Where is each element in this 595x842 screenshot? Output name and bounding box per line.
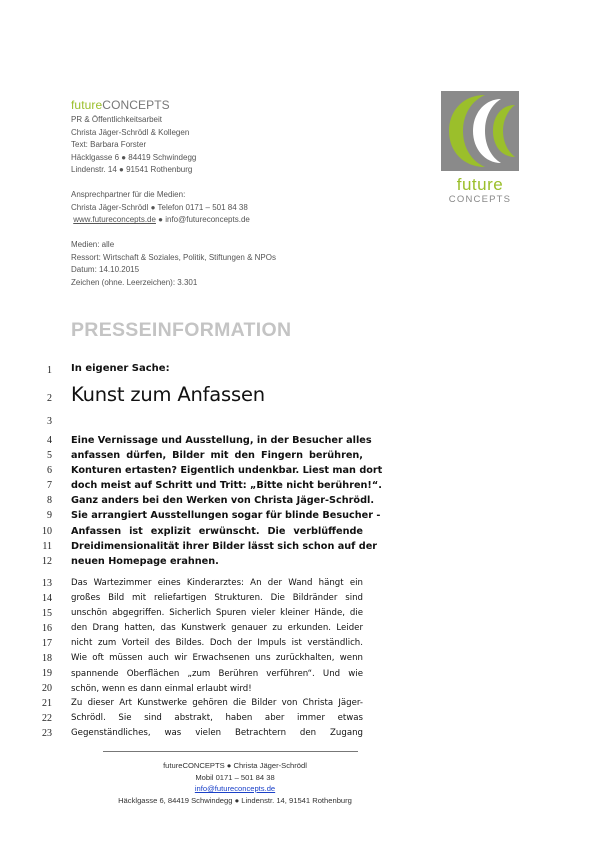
org-line: Lindenstr. 14 ● 91541 Rothenburg bbox=[71, 165, 193, 175]
lead-line: anfassen dürfen, Bilder mit den Fingern berühren, bbox=[71, 450, 363, 462]
line-number: 7 bbox=[47, 480, 52, 491]
org-line: Häcklgasse 6 ● 84419 Schwindegg bbox=[71, 152, 197, 162]
footer-email-link[interactable]: info@futureconcepts.de bbox=[194, 784, 276, 793]
org-line: PR & Öffentlichkeitsarbeit bbox=[71, 115, 163, 124]
body-line: Wie oft müssen auch wir Erwachsenen uns zurückhalten, wenn bbox=[71, 653, 363, 664]
logo-wordmark bbox=[441, 176, 519, 205]
body-line: großes Bild mit reliefartigen Strukturen. Die Bildränder sind bbox=[71, 593, 363, 604]
lead-line: doch meist auf Schritt und Tritt: „Bitte nicht berühren!“. bbox=[71, 480, 382, 492]
press-release-title: PRESSEINFORMATION bbox=[71, 319, 292, 341]
footer-divider bbox=[103, 751, 358, 752]
brand-name bbox=[71, 98, 170, 112]
logo-word-concepts: CONCEPTS bbox=[448, 194, 512, 205]
body-line: Schrödl. Sie sind abstrakt, haben aber immer etwas bbox=[71, 713, 363, 724]
article-paragraph-2 bbox=[71, 696, 363, 741]
email-text: ● info@futureconcepts.de bbox=[155, 215, 250, 225]
logo-word-future: future bbox=[456, 175, 504, 194]
lead-line: neuen Homepage erahnen. bbox=[71, 555, 219, 567]
media-block bbox=[71, 239, 276, 289]
article-paragraph-1 bbox=[71, 576, 363, 697]
line-number: 11 bbox=[42, 541, 52, 552]
org-line: Text: Barbara Forster bbox=[71, 140, 147, 150]
lead-line: Sie arrangiert Ausstellungen sogar für blinde Besucher - bbox=[71, 510, 381, 522]
line-number: 23 bbox=[42, 728, 52, 739]
body-line: unschön abgegriffen. Sicherlich Spuren vieler kleiner Hände, die bbox=[71, 608, 363, 619]
body-line: schön, wenn es dann einmal erlaubt wird! bbox=[71, 683, 252, 694]
organisation-block bbox=[71, 114, 196, 177]
body-line: den Drang hatten, das Kunstwerk genauer zu erkunden. Leider bbox=[71, 623, 363, 634]
body-line: nicht zum Vorteil des Bildes. Doch der Impuls ist verständlich. bbox=[71, 638, 363, 649]
body-line: spannende Oberflächen „zum Berühren verführen“. Und wie bbox=[71, 668, 363, 679]
line-number: 6 bbox=[47, 465, 52, 476]
line-number: 1 bbox=[47, 365, 52, 376]
line-number: 3 bbox=[47, 416, 52, 427]
lead-line: Eine Vernissage und Ausstellung, in der Besucher alles bbox=[71, 435, 372, 446]
footer-phone: Mobil 0171 – 501 84 38 bbox=[195, 772, 275, 782]
contact-line: Christa Jäger-Schrödl ● Telefon 0171 – 501 84 38 bbox=[71, 202, 248, 212]
line-number: 4 bbox=[47, 435, 52, 446]
line-number: 14 bbox=[42, 593, 52, 604]
line-number: 17 bbox=[42, 638, 52, 649]
lead-line: Ganz anders bei den Werken von Christa Jäger-Schrödl. bbox=[71, 495, 375, 507]
web-line bbox=[71, 214, 250, 227]
line-number: 12 bbox=[42, 556, 52, 567]
media-line: Medien: alle bbox=[71, 240, 115, 249]
lead-line: Anfassen ist explizit erwünscht. Die verblüffende bbox=[71, 525, 363, 537]
body-line: Zu dieser Art Kunstwerke gehören die Bilder von Christa Jäger- bbox=[71, 698, 363, 708]
footer-addresses: Häcklgasse 6, 84419 Schwindegg ● Lindenstr. 14, 91541 Rothenburg bbox=[118, 795, 352, 805]
footer-company: futureCONCEPTS ● Christa Jäger-Schrödl bbox=[163, 761, 307, 770]
line-number: 5 bbox=[47, 450, 52, 461]
line-number: 18 bbox=[42, 653, 52, 664]
article-lead bbox=[71, 433, 383, 569]
website-link[interactable]: www.futureconcepts.de bbox=[73, 215, 156, 225]
brand-prefix: future bbox=[71, 98, 103, 112]
line-number: 20 bbox=[42, 683, 52, 694]
brand-suffix: CONCEPTS bbox=[102, 98, 170, 112]
line-number: 13 bbox=[42, 578, 52, 589]
media-line: Datum: 14.10.2015 bbox=[71, 265, 140, 275]
lead-line: Dreidimensionalität ihrer Bilder lässt sich schon auf der bbox=[71, 540, 378, 552]
body-line: Gegenständliches, was vielen Betrachtern den Zugang bbox=[71, 728, 363, 739]
line-number: 9 bbox=[47, 510, 52, 521]
line-number: 10 bbox=[42, 526, 52, 537]
line-number: 21 bbox=[42, 698, 52, 709]
line-number: 15 bbox=[42, 608, 52, 619]
article-headline: Kunst zum Anfassen bbox=[71, 383, 265, 406]
org-line: Christa Jäger-Schrödl & Kollegen bbox=[71, 127, 190, 137]
body-line: Das Wartezimmer eines Kinderarztes: An der Wand hängt ein bbox=[71, 578, 363, 588]
media-line: Zeichen (ohne. Leerzeichen): 3.301 bbox=[71, 277, 198, 287]
line-number: 19 bbox=[42, 668, 52, 679]
contact-label: Ansprechpartner für die Medien: bbox=[71, 190, 186, 199]
contact-block bbox=[71, 189, 250, 227]
page-footer bbox=[70, 760, 400, 806]
article-subhead: In eigener Sache: bbox=[71, 363, 170, 374]
lead-line: Konturen ertasten? Eigentlich undenkbar. Liest man dort bbox=[71, 465, 383, 477]
line-number: 22 bbox=[42, 713, 52, 724]
line-number: 8 bbox=[47, 495, 52, 506]
line-number: 2 bbox=[47, 393, 52, 404]
line-number: 16 bbox=[42, 623, 52, 634]
media-line: Ressort: Wirtschaft & Soziales, Politik, Stiftungen & NPOs bbox=[71, 252, 276, 262]
